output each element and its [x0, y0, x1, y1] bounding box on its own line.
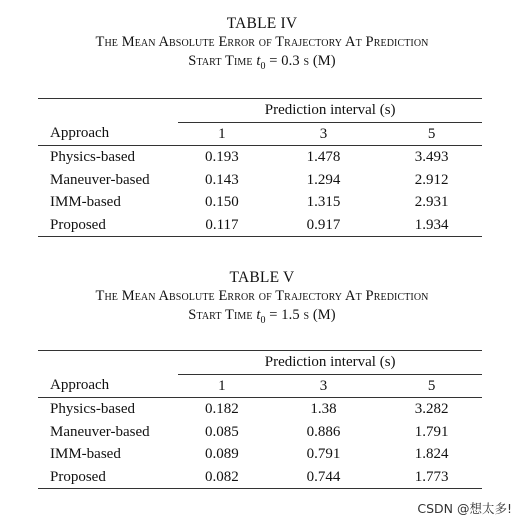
table-v-title-unit: s — [303, 307, 310, 323]
row-value: 0.150 — [205, 194, 239, 210]
table-iv-col-approach: Approach — [38, 122, 178, 146]
table-row — [38, 214, 482, 237]
row-value: 0.886 — [306, 423, 341, 440]
table-iv-col-1: 1 — [178, 122, 265, 146]
row-value: 1.315 — [306, 194, 341, 210]
table-v-title-suffix: (M) — [309, 307, 336, 323]
row-approach: Proposed — [38, 466, 178, 489]
row-value: 1.824 — [414, 446, 449, 462]
row-value: 2.912 — [414, 171, 449, 188]
table-iv-col-3: 3 — [266, 122, 382, 146]
table-iv-title-suffix: (M) — [309, 53, 336, 69]
row-value: 0.143 — [205, 171, 239, 188]
row-approach: Proposed — [38, 214, 178, 237]
table-v-header-row — [38, 374, 482, 398]
row-value: 0.117 — [178, 214, 265, 237]
row-approach: Maneuver-based — [50, 423, 150, 440]
table-row — [38, 398, 482, 421]
table-v-title-line2 — [0, 306, 524, 330]
row-value: 1.294 — [306, 171, 341, 188]
row-value: 1.791 — [414, 423, 449, 440]
row-value: 0.791 — [306, 446, 341, 462]
table-v-title-sub: 0 — [260, 314, 266, 326]
table-v-group-header: Prediction interval (s) — [178, 351, 482, 375]
row-value: 1.38 — [310, 401, 337, 417]
row-value: 0.085 — [205, 423, 239, 440]
row-approach: IMM-based — [50, 194, 121, 210]
table-iv-header-row — [38, 122, 482, 146]
table-iv — [38, 98, 482, 237]
row-approach: Physics-based — [50, 401, 135, 417]
table-v-col-5: 5 — [381, 374, 482, 398]
table-v-block — [0, 268, 524, 485]
table-row — [38, 443, 482, 466]
table-iv-title-line2 — [0, 52, 524, 76]
table-iv-title-unit: s — [303, 53, 310, 69]
watermark: CSDN @想太多! — [417, 501, 512, 516]
row-value: 0.182 — [205, 401, 239, 417]
table-row — [38, 191, 482, 214]
row-value: 1.773 — [381, 466, 482, 489]
table-iv-label: TABLE IV — [226, 15, 298, 32]
row-approach: Maneuver-based — [50, 171, 150, 188]
row-value: 0.744 — [266, 466, 382, 489]
table-v-col-3: 3 — [266, 374, 382, 398]
table-v-caption — [0, 268, 524, 330]
row-approach: Physics-based — [50, 149, 135, 165]
table-iv-col-5: 5 — [381, 122, 482, 146]
row-value: 2.931 — [414, 194, 449, 210]
table-iv-title-prefix: Start Time — [188, 53, 257, 69]
table-iv-title-line1: The Mean Absolute Error of Trajectory At Prediction — [95, 34, 429, 50]
table-v-title-prefix: Start Time — [188, 307, 257, 323]
row-value: 1.478 — [306, 149, 341, 165]
table-iv-group-header-row — [38, 99, 482, 123]
table-v-title-eq: = 1.5 — [265, 307, 304, 323]
table-iv-caption — [0, 14, 524, 76]
row-value: 0.917 — [266, 214, 382, 237]
row-value: 3.493 — [414, 149, 449, 165]
table-v-label: TABLE V — [229, 269, 295, 286]
table-v-group-header-row — [38, 351, 482, 375]
table-v-title-line1: The Mean Absolute Error of Trajectory At Prediction — [95, 288, 429, 304]
table-row — [38, 169, 482, 192]
table-v-col-1: 1 — [178, 374, 265, 398]
row-value: 1.934 — [381, 214, 482, 237]
table-v — [38, 350, 482, 489]
row-approach: IMM-based — [50, 446, 121, 462]
table-iv-group-header: Prediction interval (s) — [178, 99, 482, 123]
row-value: 0.082 — [178, 466, 265, 489]
table-iv-title-sub: 0 — [260, 60, 266, 72]
row-value: 0.089 — [205, 446, 239, 462]
row-value: 3.282 — [414, 401, 449, 417]
table-iv-block — [0, 14, 524, 233]
table-v-title-var: t — [256, 307, 261, 323]
table-row — [38, 421, 482, 444]
table-row — [38, 466, 482, 489]
table-v-col-approach: Approach — [38, 374, 178, 398]
table-row — [38, 146, 482, 169]
table-iv-title-eq: = 0.3 — [265, 53, 304, 69]
table-iv-title-var: t — [256, 53, 261, 69]
row-value: 0.193 — [205, 149, 239, 165]
